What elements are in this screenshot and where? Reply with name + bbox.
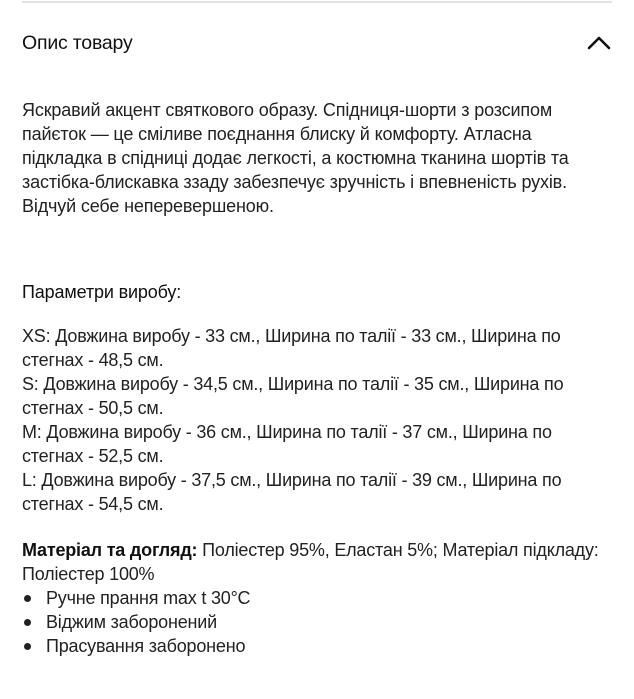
bullet-icon	[24, 595, 31, 602]
material-info	[22, 538, 614, 586]
care-item-text: Ручне прання max t 30°C	[46, 588, 251, 608]
description-content	[22, 98, 614, 218]
size-parameters	[22, 324, 614, 516]
care-instructions-list	[22, 586, 250, 658]
product-description: Яскравий акцент святкового образу. Спідниця-шорти з розсипом пайєток — це сміливе поєднання блиску й комфорту. Атласна підкладка в спідниці додає легкості, а костюмна тканина шортів та застібка-блискавка ззаду забезпечує зручність і впевненість рухів. Відчуй себе неперевершеною.	[22, 100, 569, 216]
care-item	[22, 610, 250, 634]
size-s-line: S: Довжина виробу - 34,5 см., Ширина по талії - 35 см., Ширина по стегнах - 50,5 см.	[22, 374, 564, 418]
chevron-up-icon[interactable]	[586, 33, 612, 53]
parameters-title: Параметри виробу:	[22, 282, 182, 302]
size-xs-line: XS: Довжина виробу - 33 см., Ширина по талії - 33 см., Ширина по стегнах - 48,5 см.	[22, 326, 561, 370]
size-l-line: L: Довжина виробу - 37,5 см., Ширина по талії - 39 см., Ширина по стегнах - 54,5 см.	[22, 470, 562, 514]
section-divider	[22, 1, 612, 3]
size-m-line: M: Довжина виробу - 36 см., Ширина по талії - 37 см., Ширина по стегнах - 52,5 см.	[22, 422, 552, 466]
description-accordion-header[interactable]	[22, 26, 612, 60]
bullet-icon	[24, 643, 31, 650]
care-item-text: Віджим заборонений	[46, 612, 217, 632]
care-item	[22, 586, 250, 610]
care-item	[22, 634, 250, 658]
material-label: Матеріал та догляд:	[22, 540, 198, 560]
material-value: Поліестер 95%, Еластан 5%; Матеріал підкладу: Поліестер 100%	[22, 540, 599, 584]
accordion-title: Опис товару	[22, 31, 133, 54]
care-item-text: Прасування заборонено	[46, 636, 246, 656]
bullet-icon	[24, 619, 31, 626]
